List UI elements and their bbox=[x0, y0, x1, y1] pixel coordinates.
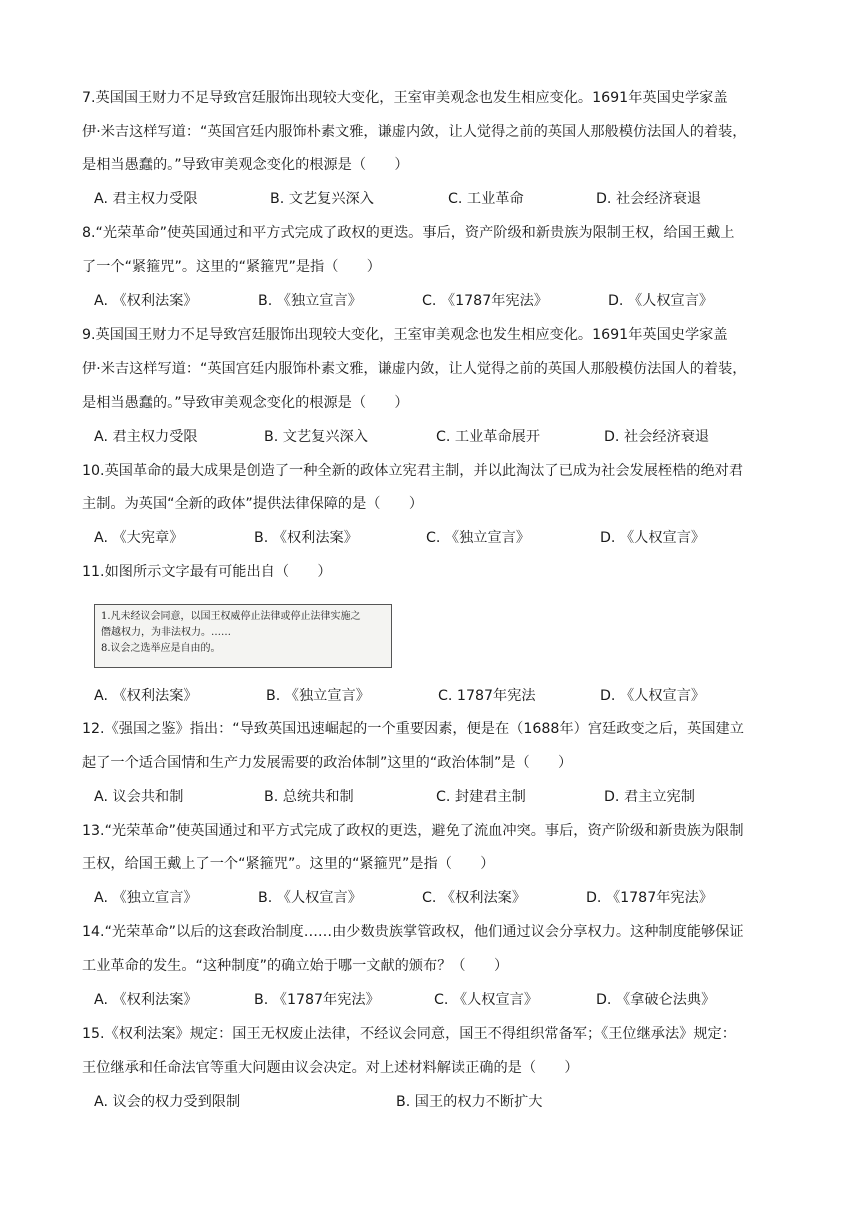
option-d: D. 《1787年宪法》 bbox=[586, 890, 713, 906]
option-c: C. 《人权宣言》 bbox=[434, 992, 539, 1008]
option-c: C. 《独立宣言》 bbox=[426, 530, 531, 546]
question-8-options bbox=[94, 291, 794, 311]
question-7-options bbox=[94, 189, 794, 209]
option-b: B. 《权利法案》 bbox=[254, 530, 358, 546]
question-12-line-2: 起了一个适合国情和生产力发展需要的政治体制”这里的“政治体制”是（ ） bbox=[82, 755, 573, 771]
question-7-line-3: 是相当愚蠢的。”导致审美观念变化的根源是（ ） bbox=[82, 157, 409, 173]
option-a: A. 议会的权力受到限制 bbox=[94, 1094, 241, 1110]
option-d: D. 君主立宪制 bbox=[604, 789, 695, 805]
option-c: C. 工业革命 bbox=[448, 191, 524, 207]
excerpt-line-1: 1.凡未经议会同意，以国王权威停止法律或停止法律实施之 bbox=[101, 611, 361, 622]
option-c: C. 《权利法案》 bbox=[422, 890, 527, 906]
option-d: D. 社会经济衰退 bbox=[596, 191, 702, 207]
question-13-options bbox=[94, 888, 794, 908]
question-8-line-2: 了一个“紧箍咒”。这里的“紧箍咒”是指（ ） bbox=[82, 259, 381, 275]
question-14-line-2: 工业革命的发生。“这种制度”的确立始于哪一文献的颁布？（ ） bbox=[82, 958, 509, 974]
question-11-options bbox=[94, 686, 794, 706]
question-13-line-1: 13.“光荣革命”使英国通过和平方式完成了政权的更迭，避免了流血冲突。事后，资产阶级和新贵族为限制 bbox=[82, 823, 744, 839]
option-a: A. 《权利法案》 bbox=[94, 992, 198, 1008]
excerpt-line-3: 8.议会之选举应是自由的。 bbox=[101, 643, 221, 654]
option-a: A. 《权利法案》 bbox=[94, 688, 198, 704]
option-c: C. 封建君主制 bbox=[436, 789, 526, 805]
option-a: A. 《独立宣言》 bbox=[94, 890, 198, 906]
option-d: D. 《人权宣言》 bbox=[600, 688, 706, 704]
question-11-line-1: 11.如图所示文字最有可能出自（ ） bbox=[82, 564, 332, 580]
question-8-line-1: 8.“光荣革命”使英国通过和平方式完成了政权的更迭。事后，资产阶级和新贵族为限制王权，给国王戴上 bbox=[82, 225, 735, 241]
document-excerpt-image bbox=[94, 604, 392, 668]
question-12-line-1: 12.《强国之鉴》指出：“导致英国迅速崛起的一个重要因素，便是在（1688年）宫廷政变之后，英国建立 bbox=[82, 721, 744, 737]
question-15-options bbox=[94, 1092, 794, 1112]
question-14-options bbox=[94, 990, 794, 1010]
option-d: D. 《人权宣言》 bbox=[600, 530, 706, 546]
question-12-options bbox=[94, 787, 794, 807]
option-a: A. 《权利法案》 bbox=[94, 293, 198, 309]
question-13-line-2: 王权，给国王戴上了一个“紧箍咒”。这里的“紧箍咒”是指（ ） bbox=[82, 856, 495, 872]
option-c: C. 《1787年宪法》 bbox=[422, 293, 548, 309]
option-a: A. 君主权力受限 bbox=[94, 429, 198, 445]
question-7-line-1: 7.英国国王财力不足导致宫廷服饰出现较大变化，王室审美观念也发生相应变化。1691年英国史学家盖 bbox=[82, 90, 728, 106]
question-15-line-1: 15.《权利法案》规定：国王无权废止法律，不经议会同意，国王不得组织常备军；《王位继承法》规定： bbox=[82, 1026, 736, 1042]
option-c: C. 工业革命展开 bbox=[436, 429, 541, 445]
option-a: A. 君主权力受限 bbox=[94, 191, 198, 207]
question-7-line-2: 伊·米吉这样写道：“英国宫廷内服饰朴素文雅，谦虚内敛，让人觉得之前的英国人那般模仿法国人的着装， bbox=[82, 124, 747, 140]
option-d: D. 《拿破仑法典》 bbox=[596, 992, 716, 1008]
option-b: B. 《1787年宪法》 bbox=[254, 992, 380, 1008]
option-c: C. 1787年宪法 bbox=[438, 688, 536, 704]
option-d: D. 社会经济衰退 bbox=[604, 429, 710, 445]
question-9-line-3: 是相当愚蠢的。”导致审美观念变化的根源是（ ） bbox=[82, 395, 409, 411]
question-10-line-2: 主制。为英国“全新的政体”提供法律保障的是（ ） bbox=[82, 496, 424, 512]
question-10-options bbox=[94, 528, 794, 548]
question-10-line-1: 10.英国革命的最大成果是创造了一种全新的政体立宪君主制，并以此淘汰了已成为社会发展桎梏的绝对君 bbox=[82, 463, 744, 479]
question-9-options bbox=[94, 427, 794, 447]
option-b: B. 《独立宣言》 bbox=[266, 688, 370, 704]
option-a: A. 议会共和制 bbox=[94, 789, 184, 805]
question-15-line-2: 王位继承和任命法官等重大问题由议会决定。对上述材料解读正确的是（ ） bbox=[82, 1060, 579, 1076]
option-b: B. 总统共和制 bbox=[264, 789, 354, 805]
question-14-line-1: 14.“光荣革命”以后的这套政治制度……由少数贵族掌管政权，他们通过议会分享权力。这种制度能够保证 bbox=[82, 924, 744, 940]
option-b: B. 文艺复兴深入 bbox=[270, 191, 374, 207]
option-b: B. 《人权宣言》 bbox=[258, 890, 362, 906]
option-b: B. 文艺复兴深入 bbox=[264, 429, 368, 445]
question-9-line-1: 9.英国国王财力不足导致宫廷服饰出现较大变化，王室审美观念也发生相应变化。1691年英国史学家盖 bbox=[82, 327, 728, 343]
excerpt-line-2: 僭越权力，为非法权力。…… bbox=[101, 627, 231, 638]
question-9-line-2: 伊·米吉这样写道：“英国宫廷内服饰朴素文雅，谦虚内敛，让人觉得之前的英国人那般模仿法国人的着装， bbox=[82, 361, 747, 377]
option-a: A. 《大宪章》 bbox=[94, 530, 184, 546]
option-d: D. 《人权宣言》 bbox=[608, 293, 714, 309]
option-b: B. 《独立宣言》 bbox=[258, 293, 362, 309]
option-b: B. 国王的权力不断扩大 bbox=[396, 1094, 543, 1110]
